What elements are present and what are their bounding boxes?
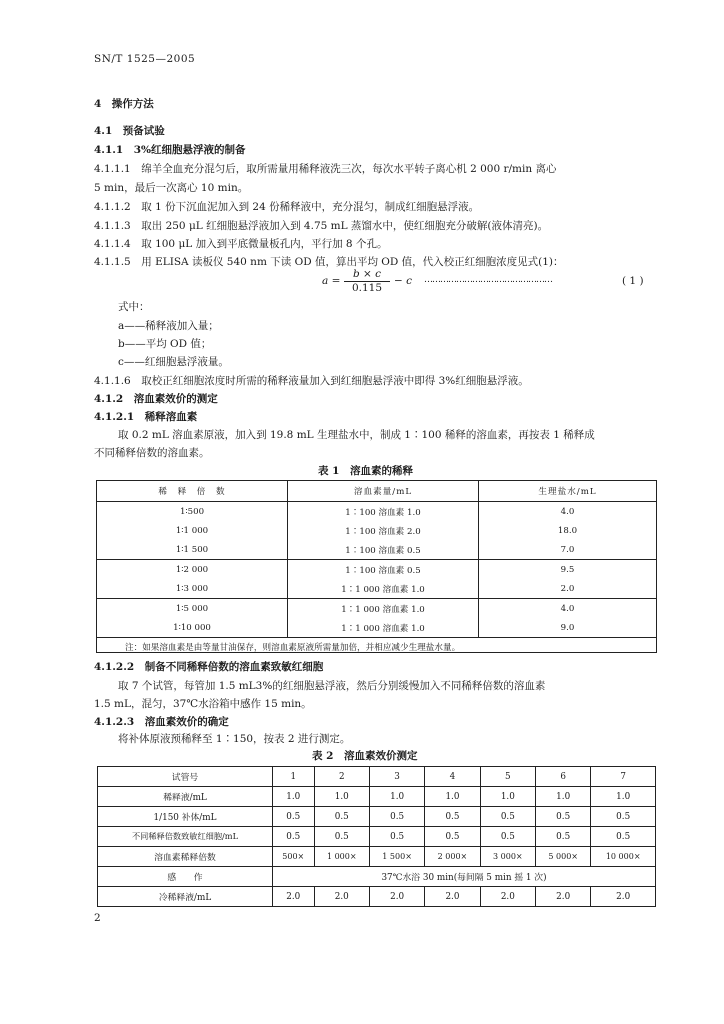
para-4-1-2-2-line1: 取 7 个试管，每管加 1.5 mL3%的红细胞悬浮液，然后分别缓慢加入不同稀释倍数的溶血素 — [118, 680, 546, 692]
table2-incubate-text: 37℃水浴 30 min(每间隔 5 min 摇 1 次) — [273, 867, 656, 887]
table1-cell: 4.0 — [560, 603, 575, 614]
section-4-1-2-1-title: 4.1.2.1 稀释溶血素 — [94, 411, 198, 423]
table2-cell: 2 — [314, 767, 369, 787]
table2-cell: 0.5 — [314, 827, 369, 847]
table-row — [97, 560, 656, 580]
table2-cell: 0.5 — [425, 807, 480, 827]
table2 — [97, 766, 656, 907]
table2-cell: 2.0 — [536, 887, 591, 907]
table2-row-label: 冷稀释液/mL — [98, 887, 273, 907]
table1-header-ratio: 稀 释 倍 数 — [97, 481, 288, 502]
table2-cell: 2.0 — [273, 887, 315, 907]
table2-tube-row — [98, 767, 656, 787]
table2-row-label: 试管号 — [98, 767, 273, 787]
table2-cell: 5 — [480, 767, 535, 787]
table2-cell: 1.0 — [536, 787, 591, 807]
formula-rhs: − c — [394, 275, 413, 287]
table2-cell: 0.5 — [273, 807, 315, 827]
table1-header-hemolysin: 溶血素量/mL — [288, 481, 479, 502]
table1-cell: 1∶1 500 — [97, 540, 288, 560]
table2-cell: 2.0 — [314, 887, 369, 907]
section-4-1-2-3-title: 4.1.2.3 溶血素效价的确定 — [94, 716, 229, 728]
table1-cell: 1∶1 000 溶血素 1.0 — [288, 618, 479, 638]
table1-cell: 1∶3 000 — [97, 579, 288, 599]
table1-cell: 9.5 — [560, 564, 575, 575]
para-4-1-2-3-line1: 将补体原液预稀释至 1∶150，按表 2 进行测定。 — [118, 733, 351, 745]
formula-number: ( 1 ) — [622, 275, 644, 287]
table1-cell: 4.0 — [560, 506, 575, 517]
table1-cell: 1∶100 溶血素 0.5 — [288, 540, 479, 560]
table-row — [97, 540, 656, 560]
formula-numerator: b × c — [344, 268, 390, 282]
table1 — [97, 481, 656, 655]
table2-cell: 0.5 — [314, 807, 369, 827]
table1-header-row — [97, 481, 656, 502]
table2-cell: 1.0 — [273, 787, 315, 807]
para-4-1-1-5: 4.1.1.5 用 ELISA 读板仪 540 nm 下读 OD 值，算出平均 OD 值，代入校正红细胞浓度见式(1)： — [94, 256, 564, 268]
table1-caption: 表 1 溶血素的稀释 — [318, 465, 413, 477]
table-row — [98, 787, 656, 807]
formula-denominator: 0.115 — [351, 282, 383, 294]
para-4-1-1-6: 4.1.1.6 取校正红细胞浓度时所需的稀释液量加入到红细胞悬浮液中即得 3%红细胞悬浮液。 — [94, 375, 529, 387]
table2-cell: 0.5 — [536, 807, 591, 827]
section-4-1-2-2-title: 4.1.2.2 制备不同稀释倍数的溶血素致敏红细胞 — [94, 661, 324, 673]
table2-cell: 6 — [536, 767, 591, 787]
table2-cell: 0.5 — [536, 827, 591, 847]
table2-cell: 3 000× — [480, 847, 535, 867]
table2-cell: 1.0 — [591, 787, 656, 807]
table1-cell: 1∶100 溶血素 2.0 — [288, 521, 479, 540]
table-row — [98, 847, 656, 867]
table1-cell: 2.0 — [479, 579, 657, 599]
table2-cell: 2.0 — [425, 887, 480, 907]
table1-cell: 1∶500 — [97, 502, 288, 522]
table2-row-label: 不同稀释倍数致敏红细胞/mL — [98, 827, 273, 847]
table2-cell: 2.0 — [480, 887, 535, 907]
section-4-1-title: 4.1 预备试验 — [94, 125, 165, 137]
where-b: b——平均 OD 值； — [118, 338, 212, 350]
table2-cell: 1.0 — [314, 787, 369, 807]
table1-header-saline: 生理盐水/mL — [479, 481, 657, 502]
section-4-1-2-title: 4.1.2 溶血素效价的测定 — [94, 393, 218, 405]
table1-cell: 9.0 — [479, 618, 657, 638]
table2-cell: 10 000× — [591, 847, 656, 867]
section-4-1-1-title: 4.1.1 3%红细胞悬浮液的制备 — [94, 144, 246, 156]
table1-note-row — [97, 638, 656, 656]
table1-cell: 1∶100 溶血素 0.5 — [288, 560, 479, 580]
formula-lhs: a = — [322, 275, 341, 287]
table1-cell: 1∶1 000 溶血素 1.0 — [288, 579, 479, 599]
table2-cell: 1 — [273, 767, 315, 787]
table2-cell: 1.0 — [425, 787, 480, 807]
table1-cell: 18.0 — [557, 525, 578, 536]
table2-cell: 0.5 — [369, 827, 424, 847]
table2-cell: 1 000× — [314, 847, 369, 867]
where-title: 式中： — [118, 301, 150, 313]
table2-row-label: 溶血素稀释倍数 — [98, 847, 273, 867]
table2-cell: 0.5 — [425, 827, 480, 847]
table2-cell: 0.5 — [369, 807, 424, 827]
para-4-1-1-3: 4.1.1.3 取出 250 μL 红细胞悬浮液加入到 4.75 mL 蒸馏水中，使红细胞充分破解(液体清亮)。 — [94, 220, 549, 232]
para-4-1-2-1-line1: 取 0.2 mL 溶血素原液，加入到 19.8 mL 生理盐水中，制成 1∶100 稀释的溶血素，再按表 1 稀释成 — [118, 429, 595, 441]
para-4-1-1-1-line1: 4.1.1.1 绵羊全血充分混匀后，取所需量用稀释液洗三次，每次水平转子离心机 2 000 r/min 离心 — [94, 163, 557, 175]
table1-cell: 1∶1 000 — [97, 521, 288, 540]
formula-fraction — [344, 268, 390, 295]
table2-cell: 7 — [591, 767, 656, 787]
table2-row-label: 稀释液/mL — [98, 787, 273, 807]
table2-cell: 3 — [369, 767, 424, 787]
table1-note: 注：如果溶血素是由等量甘油保存，则溶血素原液所需量加倍，并相应减少生理盐水量。 — [125, 642, 461, 653]
table2-cell: 1.0 — [480, 787, 535, 807]
table2-caption: 表 2 溶血素效价测定 — [312, 750, 418, 762]
table2-row-label: 1/150 补体/mL — [98, 807, 273, 827]
table2-cell: 0.5 — [480, 807, 535, 827]
table2-cell: 0.5 — [591, 807, 656, 827]
table2-cell: 1 500× — [369, 847, 424, 867]
table2-cell: 2.0 — [591, 887, 656, 907]
table-row — [97, 579, 656, 599]
table-row — [97, 618, 656, 638]
where-c: c——红细胞悬浮液量。 — [118, 356, 229, 368]
para-4-1-1-2: 4.1.1.2 取 1 份下沉血泥加入到 24 份稀释液中，充分混匀，制成红细胞悬浮液。 — [94, 201, 480, 213]
table1-cell: 7.0 — [479, 540, 657, 560]
table2-cell: 500× — [273, 847, 315, 867]
para-4-1-2-1-line2: 不同稀释倍数的溶血素。 — [94, 447, 210, 459]
table-row — [98, 827, 656, 847]
section-4-title: 4 操作方法 — [94, 98, 154, 110]
table-row — [97, 502, 656, 522]
table2-cell: 5 000× — [536, 847, 591, 867]
formula-dots: ………………………………………… — [424, 275, 552, 285]
table1-cell: 1∶2 000 — [97, 560, 288, 580]
table1-cell: 1∶10 000 — [97, 618, 288, 638]
doc-code: SN/T 1525—2005 — [94, 53, 196, 65]
para-4-1-1-1-line2: 5 min，最后一次离心 10 min。 — [94, 182, 249, 194]
para-4-1-1-4: 4.1.1.4 取 100 μL 加入到平底微量板孔内，平行加 8 个孔。 — [94, 238, 388, 250]
table2-cell: 0.5 — [273, 827, 315, 847]
table2-cell: 2.0 — [369, 887, 424, 907]
table-row — [97, 599, 656, 619]
table2-cell: 0.5 — [591, 827, 656, 847]
table2-cell: 1.0 — [369, 787, 424, 807]
table2-row-label: 感 作 — [98, 867, 273, 887]
table2-cell: 2 000× — [425, 847, 480, 867]
page-number: 2 — [94, 912, 101, 924]
table1-cell: 1∶5 000 — [97, 599, 288, 619]
table2-cell: 4 — [425, 767, 480, 787]
where-a: a——稀释液加入量； — [118, 320, 219, 332]
table-row — [98, 887, 656, 907]
table1-cell: 1∶1 000 溶血素 1.0 — [288, 599, 479, 619]
table2-cell: 0.5 — [480, 827, 535, 847]
table1-cell: 1∶100 溶血素 1.0 — [288, 502, 479, 522]
table-row — [97, 521, 656, 540]
table-row — [98, 807, 656, 827]
table2-incubate-row — [98, 867, 656, 887]
para-4-1-2-2-line2: 1.5 mL，混匀，37℃水浴箱中感作 15 min。 — [94, 698, 312, 710]
